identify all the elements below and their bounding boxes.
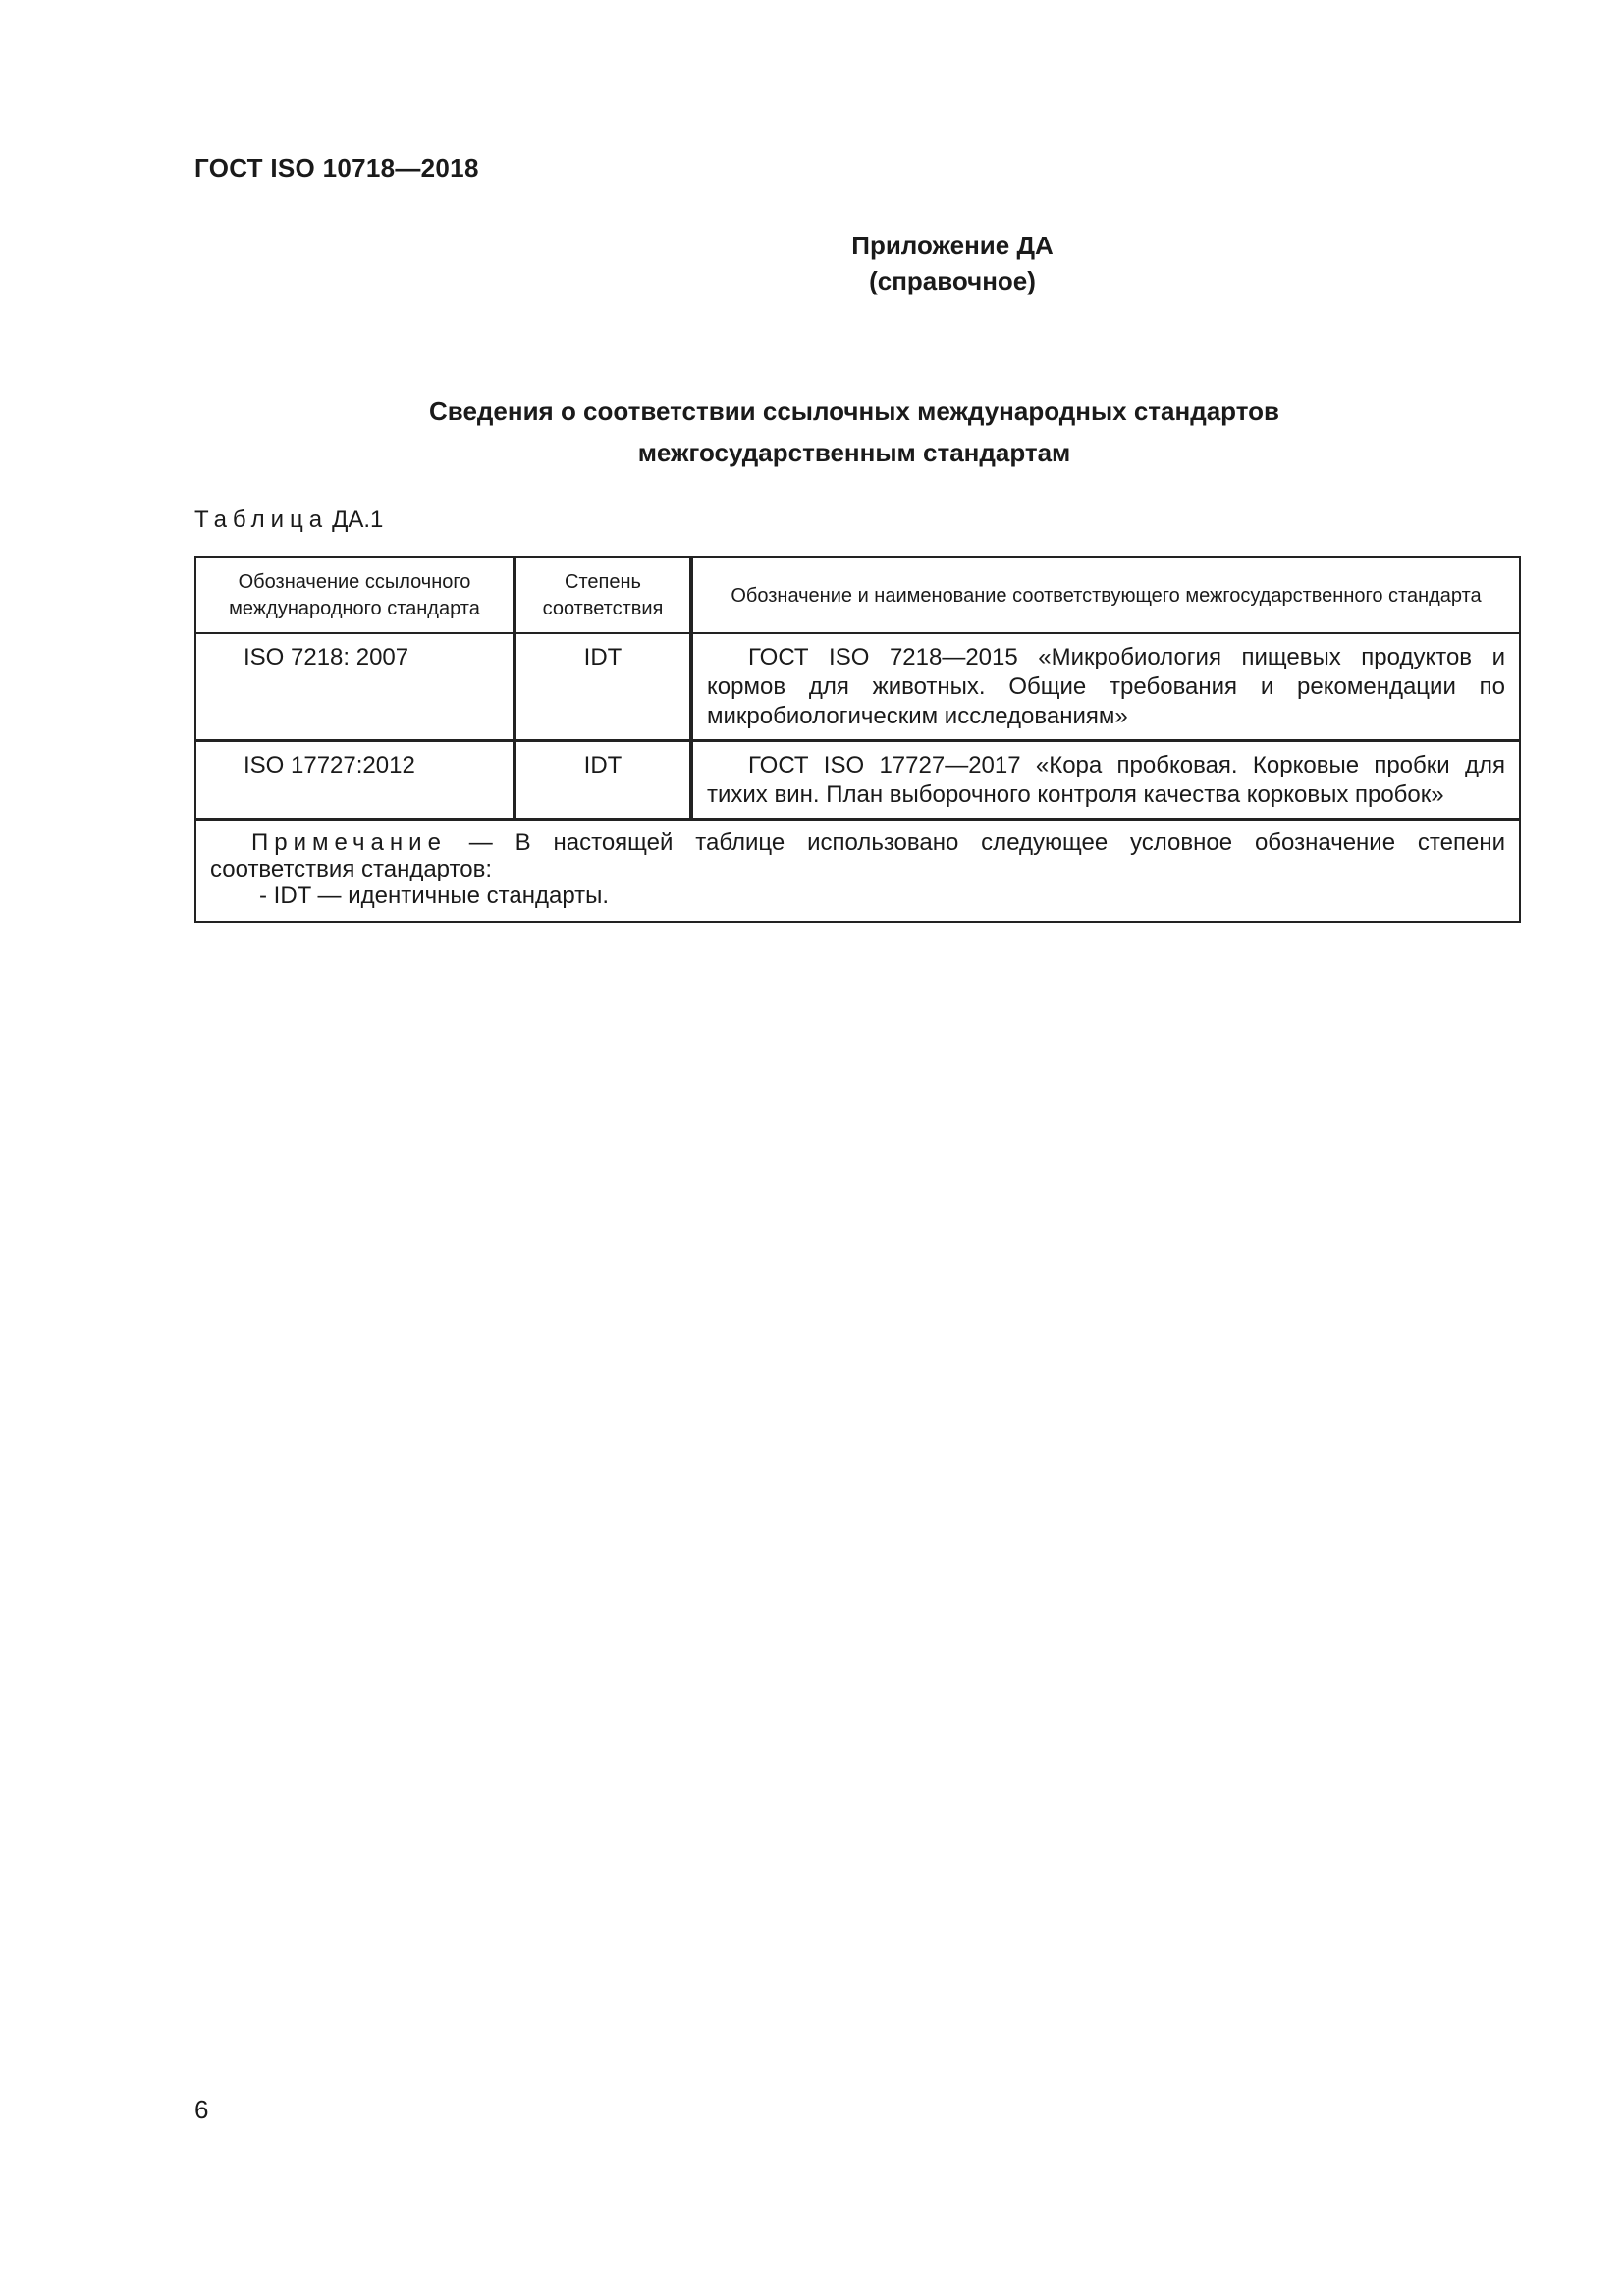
table-row	[195, 741, 1520, 820]
cell-intl-standard: ISO 17727:2012	[195, 741, 514, 820]
table-note-row	[195, 820, 1520, 923]
table-caption	[194, 507, 383, 534]
column-header-interstate-standard: Обозначение и наименование соответствующего межгосударственного стандарта	[691, 557, 1520, 633]
cell-intl-standard: ISO 7218: 2007	[195, 633, 514, 741]
table-caption-number: ДА.1	[332, 507, 384, 533]
correspondence-table	[194, 556, 1521, 923]
section-title-line1: Сведения о соответствии ссылочных международных стандартов	[429, 397, 1279, 426]
cell-degree: IDT	[514, 633, 691, 741]
section-title-line2: межгосударственным стандартам	[637, 438, 1071, 467]
note-list-item: - IDT — идентичные стандарты.	[259, 882, 610, 909]
annex-title: Приложение ДА	[851, 231, 1054, 260]
annex-status: (справочное)	[869, 266, 1036, 295]
note-paragraph	[210, 829, 1505, 882]
section-title	[295, 391, 1414, 473]
note-text: — В настоящей таблице использовано следующее условное обозначение степени соответствия стандартов:	[210, 829, 1505, 882]
column-header-degree: Степень соответствия	[514, 557, 691, 633]
page-number: 6	[194, 2095, 209, 2124]
cell-interstate-standard: ГОСТ ISO 7218—2015 «Микробиология пищевых продуктов и кормов для животных. Общие требования и рекомендации по микробиологическим исследованиям»	[691, 633, 1520, 741]
cell-degree: IDT	[514, 741, 691, 820]
table-row	[195, 633, 1520, 741]
cell-interstate-standard: ГОСТ ISO 17727—2017 «Кора пробковая. Корковые пробки для тихих вин. План выборочного контроля качества корковых пробок»	[691, 741, 1520, 820]
annex-heading	[628, 228, 1276, 298]
table-caption-word: Таблица	[194, 507, 329, 533]
note-label: Примечание	[251, 829, 447, 856]
column-header-intl-standard: Обозначение ссылочного международного стандарта	[195, 557, 514, 633]
document-code: ГОСТ ISO 10718—2018	[194, 153, 479, 183]
table-note	[195, 820, 1520, 923]
table-header-row	[195, 557, 1520, 633]
